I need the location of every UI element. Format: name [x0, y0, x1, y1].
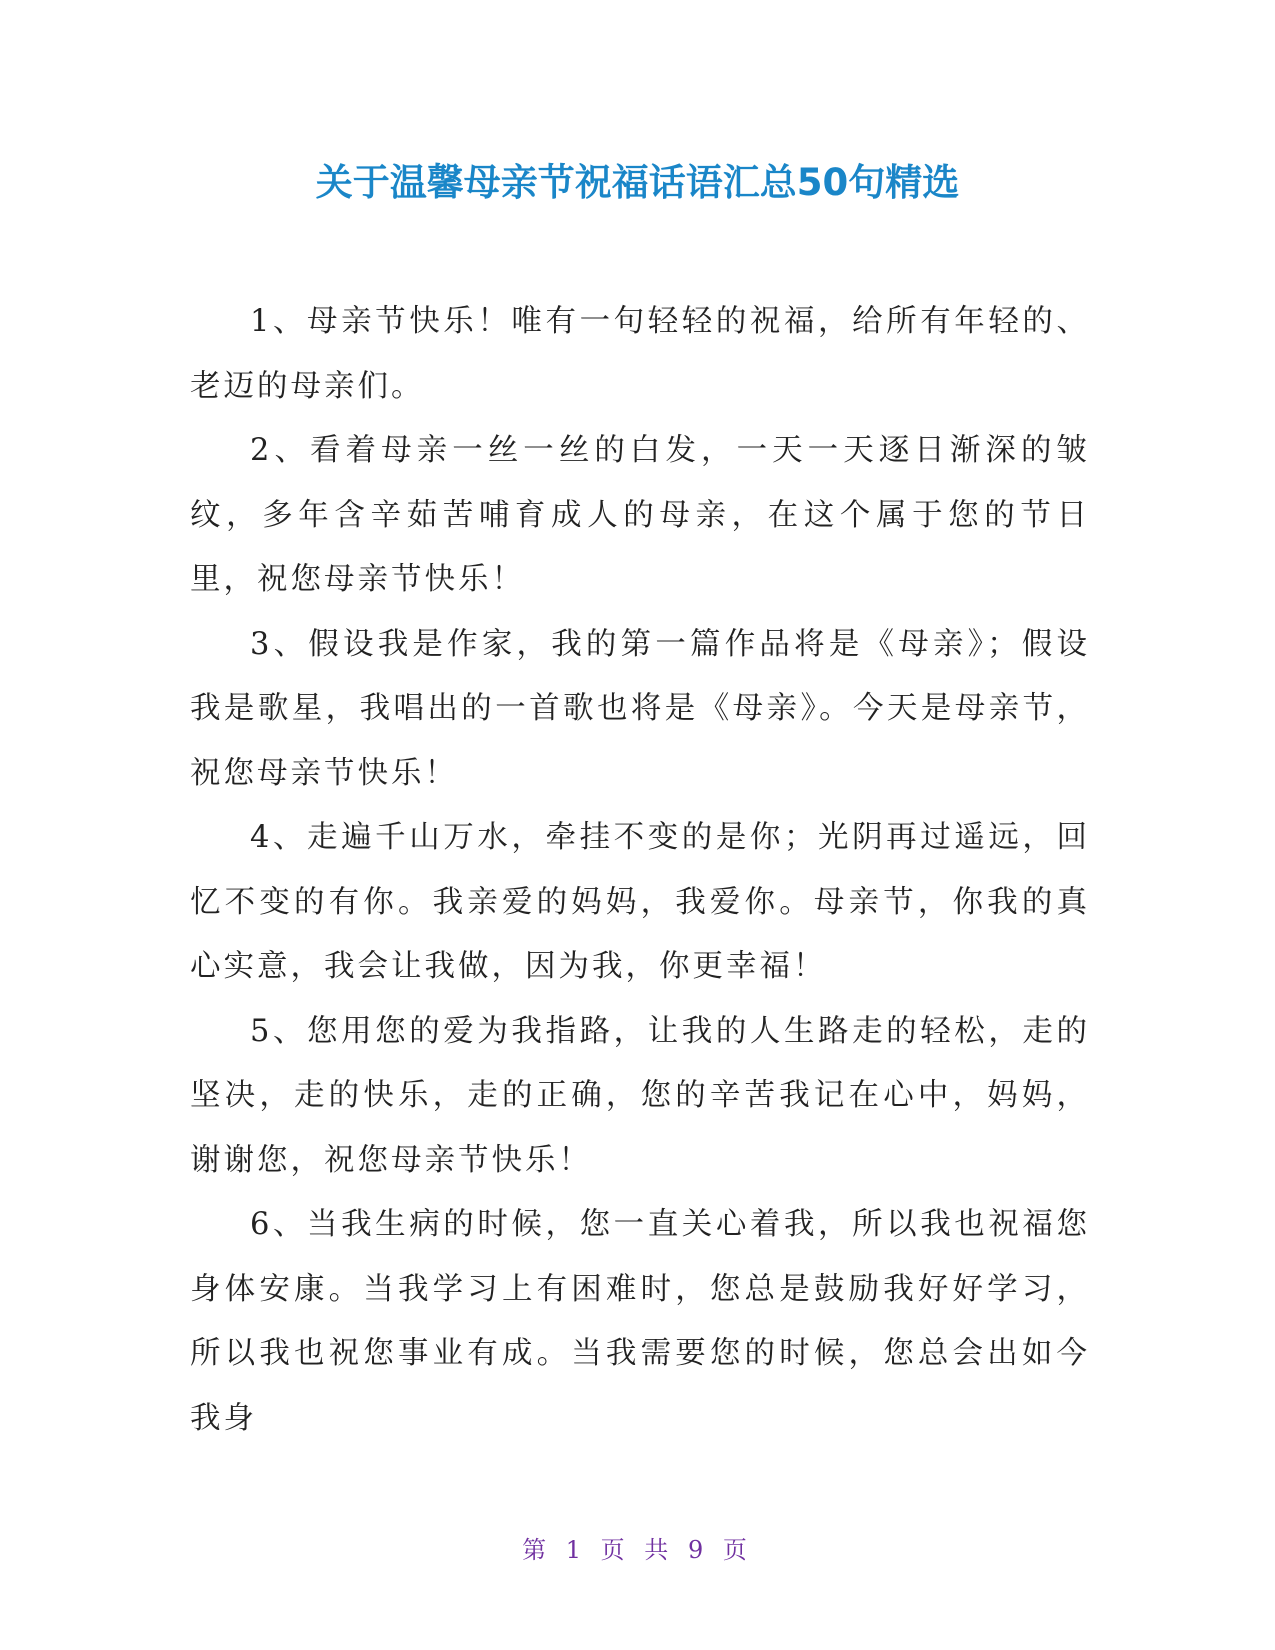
- paragraph-4: 4、走遍千山万水，牵挂不变的是你；光阴再过遥远，回忆不变的有你。我亲爱的妈妈，我爱你。母亲节，你我的真心实意，我会让我做，因为我，你更幸福！: [190, 820, 1090, 984]
- paragraph-1: 1、母亲节快乐！唯有一句轻轻的祝福，给所有年轻的、老迈的母亲们。: [190, 304, 1090, 404]
- paragraph-3: 3、假设我是作家，我的第一篇作品将是《母亲》；假设我是歌星，我唱出的一首歌也将是《母亲》。今天是母亲节，祝您母亲节快乐！: [190, 626, 1090, 791]
- paragraph-6: 6、当我生病的时候，您一直关心着我，所以我也祝福您身体安康。当我学习上有困难时，您总是鼓励我好好学习，所以我也祝您事业有成。当我需要您的时候，您总会出如今我身: [190, 1207, 1090, 1436]
- paragraph-2: 2、看着母亲一丝一丝的白发，一天一天逐日渐深的皱纹，多年含辛茹苦哺育成人的母亲，在这个属于您的节日里，祝您母亲节快乐！: [190, 433, 1090, 597]
- document-title: 关于温馨母亲节祝福话语汇总50句精选: [315, 161, 960, 204]
- paragraph-5: 5、您用您的爱为我指路，让我的人生路走的轻松，走的坚决，走的快乐，走的正确，您的辛苦我记在心中，妈妈，谢谢您，祝您母亲节快乐！: [190, 1013, 1090, 1178]
- document-body: [190, 290, 1090, 1451]
- page-number-footer: 第 1 页 共 9 页: [522, 1536, 753, 1564]
